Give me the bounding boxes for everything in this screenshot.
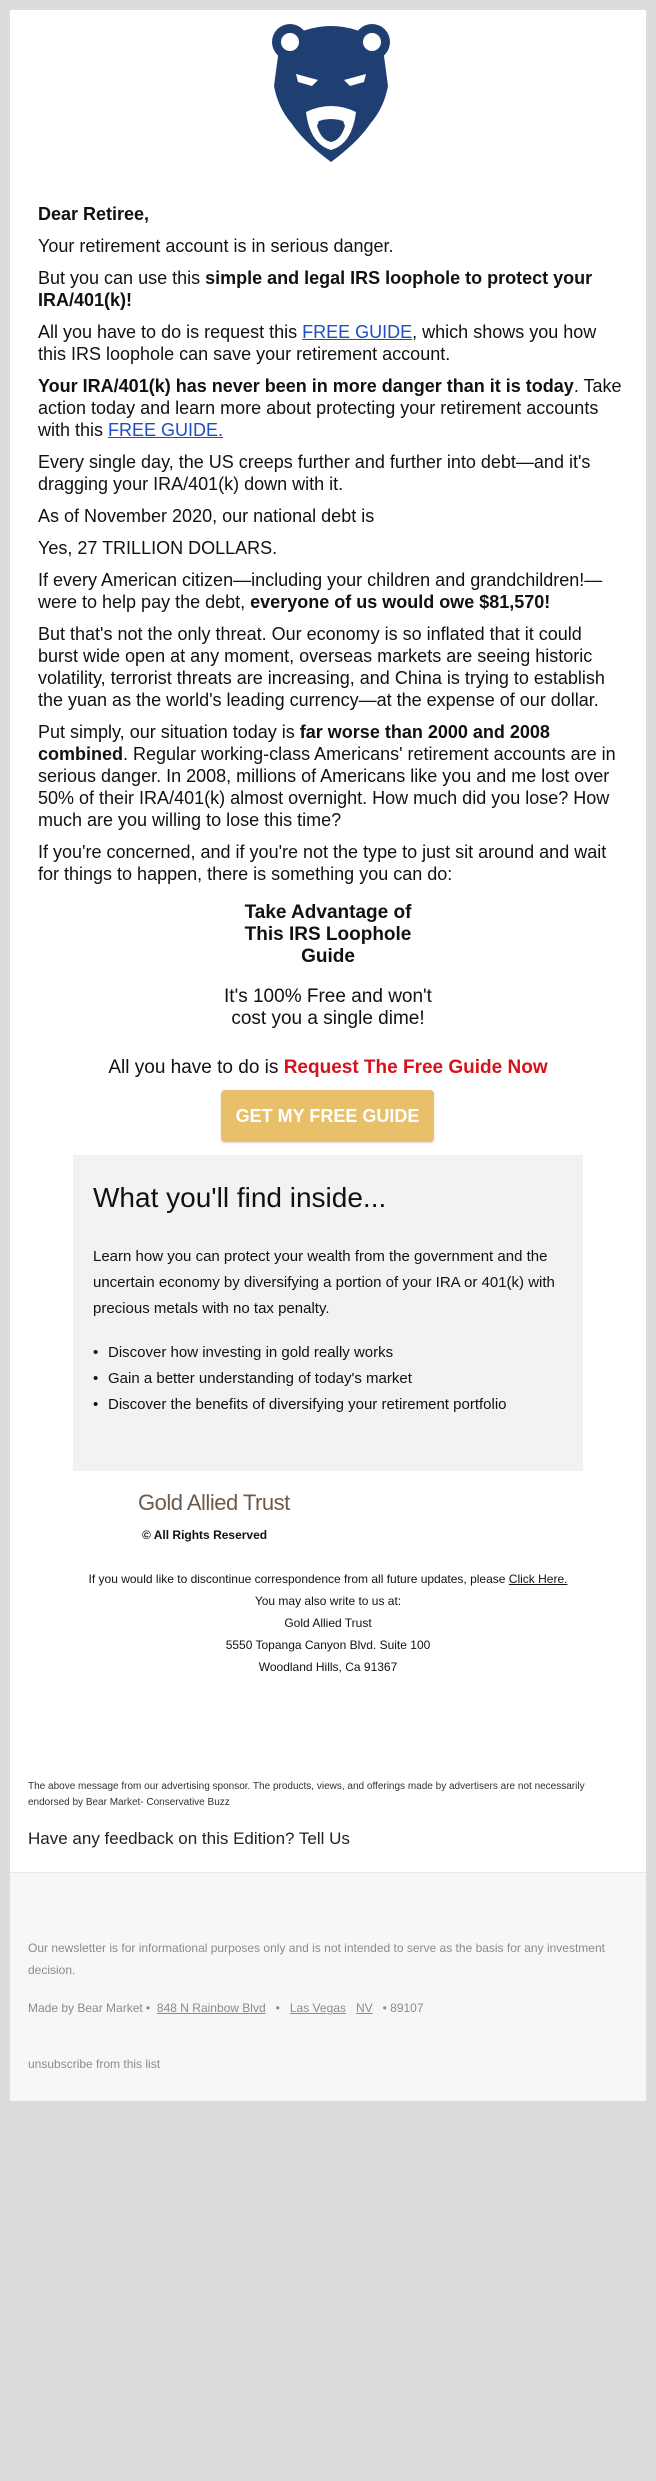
sponsor-disclaimer: The above message from our advertising sponsor. The products, views, and offerings made by advertisers are not necessarily endorsed by Bear Market- Conservative Buzz xyxy=(28,1781,585,1808)
footer-disclaimer: Our newsletter is for informational purposes only and is not intended to serve as the basis for any investment decision. xyxy=(28,1941,605,1977)
greeting: Dear Retiree, xyxy=(38,204,150,224)
footer-address: Made by Bear Market • 848 N Rainbow Blvd • Las Vegas NV • 89107 xyxy=(28,2001,424,2015)
paragraph-danger: Your retirement account is in serious danger. xyxy=(38,236,394,256)
free-guide-link[interactable]: FREE GUIDE xyxy=(302,322,413,342)
company-street: 5550 Topanga Canyon Blvd. Suite 100 xyxy=(225,1638,431,1652)
paragraph-debt: Every single day, the US creeps further and further into debt—and it's dragging your IRA/401(k) down with it. xyxy=(38,452,591,494)
inside-bullet-list xyxy=(93,1340,573,1418)
bullet-icon: • xyxy=(93,1396,99,1413)
cta-request-line: All you have to do is Request The Free Guide Now xyxy=(108,1057,548,1078)
company-city: Woodland Hills, Ca 91367 xyxy=(258,1660,398,1674)
letter-body xyxy=(38,203,623,895)
city-link[interactable]: Las Vegas xyxy=(289,2001,346,2015)
newsletter-footer xyxy=(10,1872,646,2101)
discontinue-text: If you would like to discontinue correspondence from all future updates, please Click Here. xyxy=(88,1572,568,1586)
unsubscribe-link[interactable]: unsubscribe from this list xyxy=(28,2057,161,2071)
paragraph-trillion: Yes, 27 TRILLION DOLLARS. xyxy=(38,538,278,558)
paragraph-loophole: But you can use this simple and legal IRS loophole to protect your IRA/401(k)! xyxy=(38,268,593,310)
list-item: • Gain a better understanding of today's market xyxy=(93,1366,573,1392)
email-card xyxy=(10,10,646,2100)
paragraph-threat: But that's not the only threat. Our economy is so inflated that it could burst wide open at any moment, overseas markets are seeing historic volatility, terrorist threats are increasing, and China is trying to establish the yuan as the world's leading currency—at the expense of our dollar. xyxy=(38,624,605,710)
free-guide-link-2[interactable]: FREE GUIDE. xyxy=(108,420,224,440)
paragraph-situation: Put simply, our situation today is far worse than 2000 and 2008 combined. Regular working-class Americans' retirement accounts are in serious danger. In 2008, millions of Americans like you and me lost over 50% of their IRA/401(k) almost overnight. How much did you lose? How much are you willing to lose this time? xyxy=(38,722,616,830)
paragraph-request: All you have to do is request this FREE GUIDE, which shows you how this IRS loophole can save your retirement account. xyxy=(38,322,597,364)
get-free-guide-button[interactable]: GET MY FREE GUIDE xyxy=(221,1090,434,1142)
click-here-link[interactable]: Click Here. xyxy=(508,1572,568,1586)
paragraph-concerned: If you're concerned, and if you're not the type to just sit around and wait for things to happen, there is something you can do: xyxy=(38,842,607,884)
feedback-link[interactable]: Have any feedback on this Edition? Tell Us xyxy=(28,1829,350,1848)
rights-reserved: © All Rights Reserved xyxy=(142,1528,268,1542)
bear-logo-icon xyxy=(266,16,396,166)
paragraph-owe: If every American citizen—including your children and grandchildren!—were to help pay the debt, everyone of us would owe $81,570! xyxy=(38,570,603,612)
list-item: • Discover how investing in gold really works xyxy=(93,1340,573,1366)
inside-description: Learn how you can protect your wealth from the government and the uncertain economy by diversifying a portion of your IRA or 401(k) with precious metals with no tax penalty. xyxy=(93,1248,555,1317)
bullet-icon: • xyxy=(93,1370,99,1387)
company-contact xyxy=(88,1568,568,1678)
company-name: Gold Allied Trust xyxy=(284,1616,372,1630)
cta-title: Take Advantage of This IRS Loophole Guide xyxy=(244,902,412,967)
write-text: You may also write to us at: xyxy=(254,1594,402,1608)
list-item: • Discover the benefits of diversifying your retirement portfolio xyxy=(93,1392,573,1418)
inside-title: What you'll find inside... xyxy=(93,1182,387,1213)
inside-box xyxy=(73,1155,583,1471)
state-link[interactable]: NV xyxy=(355,2001,373,2015)
request-guide-text: Request The Free Guide Now xyxy=(283,1057,548,1078)
company-brand: Gold Allied Trust xyxy=(138,1490,290,1515)
paragraph-never-more-danger: Your IRA/401(k) has never been in more danger than it is today. Take action today and learn more about protecting your retirement accounts with this FREE GUIDE. xyxy=(38,376,622,440)
paragraph-national-debt: As of November 2020, our national debt is xyxy=(38,506,375,526)
address-link[interactable]: 848 N Rainbow Blvd xyxy=(156,2001,266,2015)
cta-subtitle: It's 100% Free and won't cost you a single dime! xyxy=(224,986,432,1029)
bullet-icon: • xyxy=(93,1344,99,1361)
